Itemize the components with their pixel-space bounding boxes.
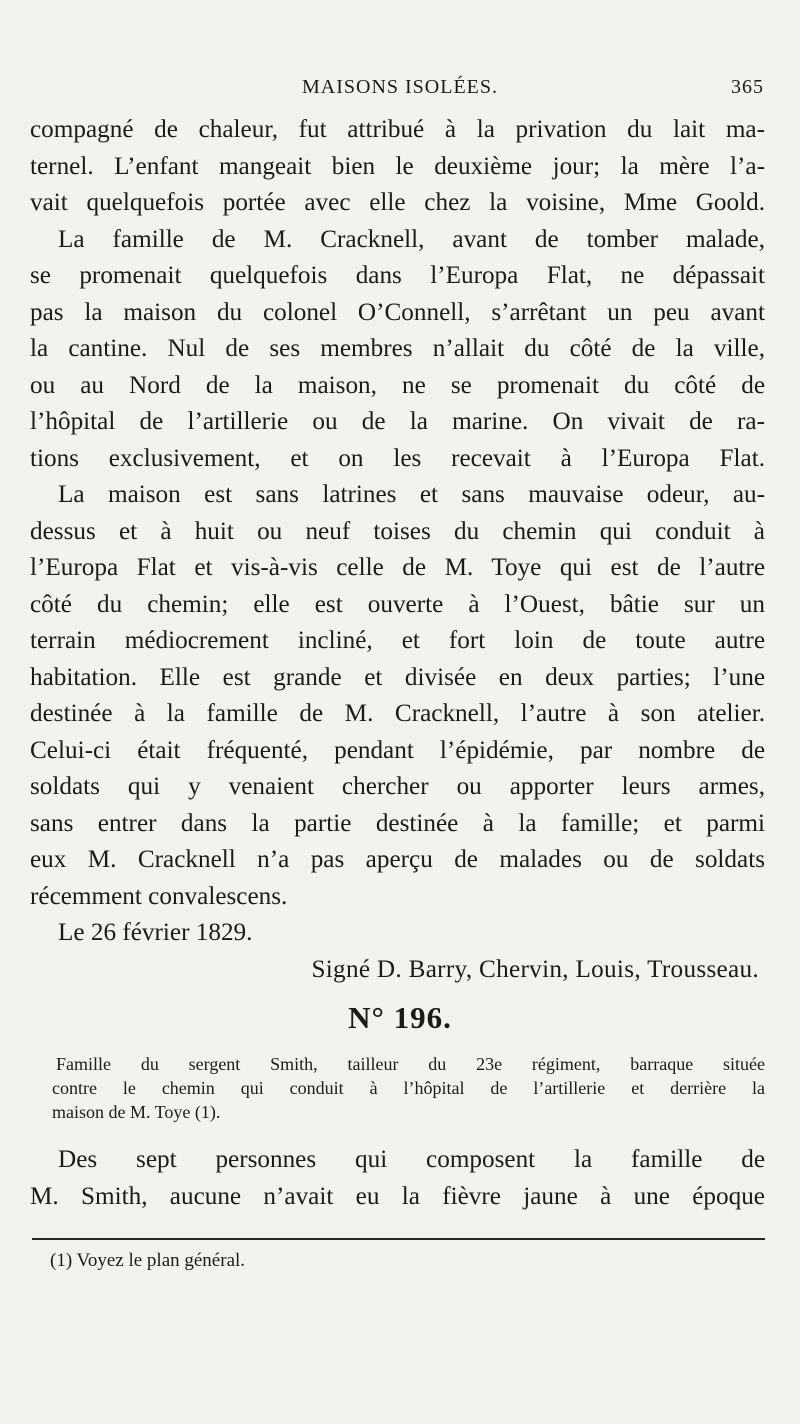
case-description bbox=[30, 1052, 765, 1124]
text-line: l’hôpital de l’artillerie ou de la marine. On vivait de ra- bbox=[30, 408, 765, 435]
case-description-line: maison de M. Toye (1). bbox=[52, 1102, 221, 1122]
text-line: l’Europa Flat et vis-à-vis celle de M. Toye qui est de l’autre bbox=[30, 554, 765, 581]
text-line: dessus et à huit ou neuf toises du chemin qui conduit à bbox=[30, 517, 765, 545]
running-head bbox=[30, 76, 770, 106]
text-line: sans entrer dans la partie destinée à la famille; et parmi bbox=[30, 809, 765, 837]
text-line: récemment convalescens. bbox=[30, 882, 288, 910]
text-line: côté du chemin; elle est ouverte à l’Ouest, bâtie sur un bbox=[30, 590, 765, 618]
text-line: eux M. Cracknell n’a pas aperçu de malades ou de soldats bbox=[30, 846, 765, 873]
text-line: ou au Nord de la maison, ne se promenait du côté de bbox=[30, 371, 765, 399]
text-line: La maison est sans latrines et sans mauvaise odeur, au- bbox=[58, 481, 765, 508]
text-line: Des sept personnes qui composent la famille de bbox=[58, 1146, 765, 1173]
text-line: habitation. Elle est grande et divisée en deux parties; l’une bbox=[30, 663, 765, 691]
text-line: Celui-ci était fréquenté, pendant l’épidémie, par nombre de bbox=[30, 736, 765, 764]
text-line: pas la maison du colonel O’Connell, s’arrêtant un peu avant bbox=[30, 298, 765, 326]
text-line: La famille de M. Cracknell, avant de tomber malade, bbox=[58, 225, 765, 253]
page-number: 365 bbox=[731, 76, 764, 98]
body-text-main bbox=[30, 112, 765, 988]
case-description-line: contre le chemin qui conduit à l’hôpital de l’artillerie et derrière la bbox=[52, 1078, 765, 1098]
date-line: Le 26 février 1829. bbox=[58, 919, 253, 946]
footnote-rule bbox=[32, 1238, 765, 1240]
footnote: (1) Voyez le plan général. bbox=[50, 1250, 246, 1271]
text-line: compagné de chaleur, fut attribué à la privation du lait ma- bbox=[30, 116, 765, 143]
text-line: vait quelquefois portée avec elle chez la voisine, Mme Goold. bbox=[30, 189, 765, 216]
text-line: M. Smith, aucune n’avait eu la fièvre jaune à une époque bbox=[30, 1182, 765, 1210]
body-text-continuation bbox=[30, 1142, 765, 1215]
text-line: destinée à la famille de M. Cracknell, l’autre à son atelier. bbox=[30, 700, 765, 727]
text-line: tions exclusivement, et on les recevait à l’Europa Flat. bbox=[30, 444, 765, 472]
text-line: la cantine. Nul de ses membres n’allait du côté de la ville, bbox=[30, 335, 765, 362]
running-title: MAISONS ISOLÉES. bbox=[301, 76, 499, 98]
text-line: se promenait quelquefois dans l’Europa Flat, ne dépassait bbox=[30, 262, 765, 289]
text-line: terrain médiocrement incliné, et fort loin de toute autre bbox=[30, 627, 765, 654]
case-description-line: Famille du sergent Smith, tailleur du 23e régiment, barraque située bbox=[56, 1054, 765, 1074]
signature-line: Signé D. Barry, Chervin, Louis, Trousseau. bbox=[311, 955, 759, 983]
case-number-heading: N° 196. bbox=[348, 1000, 452, 1035]
text-line: ternel. L’enfant mangeait bien le deuxième jour; la mère l’a- bbox=[30, 152, 765, 180]
text-line: soldats qui y venaient chercher ou apporter leurs armes, bbox=[30, 773, 765, 800]
